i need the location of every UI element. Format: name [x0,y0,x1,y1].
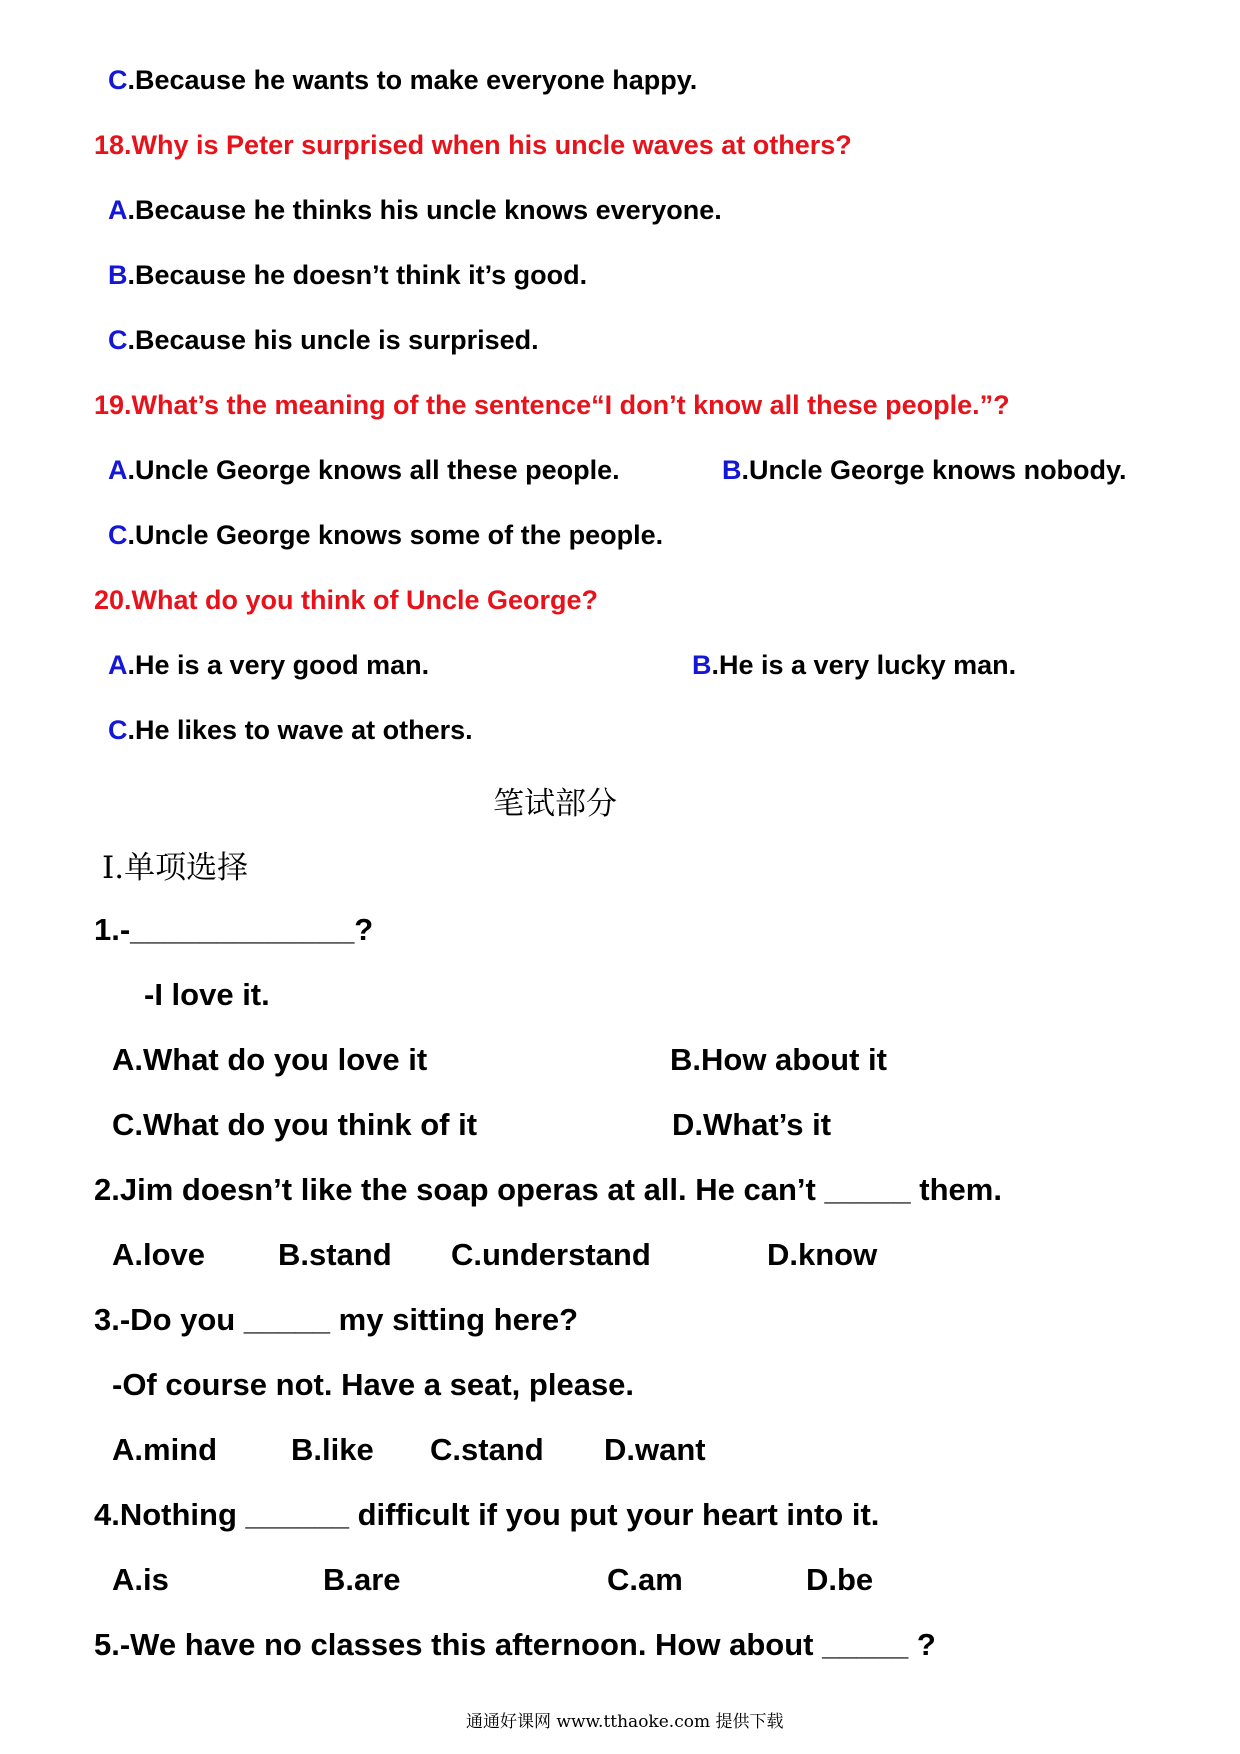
q20-question: 20.What do you think of Uncle George? [94,585,599,615]
q3-stem: 3.-Do you _____ my sitting here? [94,1302,579,1337]
q19-question: 19.What’s the meaning of the sentence“I don’t know all these people.”? [94,390,1010,420]
q20-option-b [692,650,1016,681]
q19-option-b [722,455,1127,486]
q19-option-a [108,455,620,486]
option-letter: C [108,715,128,745]
option-letter: A [108,650,128,680]
option-letter: A [108,195,128,225]
q1-stem: 1.-_____________? [94,912,374,947]
option-text: .Because he wants to make everyone happy. [127,65,698,95]
option-text: .Because his uncle is surprised. [127,325,539,355]
q1-option-d: D.What’s it [672,1107,832,1142]
q3-option-b: B.like [291,1432,374,1467]
option-text: .Because he thinks his uncle knows everyone. [127,195,722,225]
option-letter: C [108,520,128,550]
option-letter: B [722,455,742,485]
q1-option-b: B.How about it [670,1042,887,1077]
q3-option-d: D.want [604,1432,706,1467]
q17-option-c [108,65,697,96]
option-letter: C [108,325,128,355]
q20-option-a [108,650,429,681]
option-letter: C [108,65,128,95]
q18-question: 18.Why is Peter surprised when his uncle waves at others? [94,130,852,160]
option-text: .He likes to wave at others. [127,715,473,745]
q1-option-a: A.What do you love it [112,1042,428,1077]
q4-option-b: B.are [323,1562,401,1597]
q4-option-c: C.am [607,1562,683,1597]
q2-option-a: A.love [112,1237,206,1272]
q2-option-b: B.stand [278,1237,392,1272]
q20-option-c [108,715,473,746]
q19-option-c [108,520,663,551]
q1-answer-line: -I love it. [144,977,270,1012]
part-heading: Ⅰ.单项选择 [102,850,249,886]
option-text: .He is a very lucky man. [711,650,1017,680]
option-text: .He is a very good man. [127,650,430,680]
q1-option-c: C.What do you think of it [112,1107,478,1142]
option-text: .Uncle George knows nobody. [741,455,1127,485]
q5-stem: 5.-We have no classes this afternoon. How about _____ ? [94,1627,936,1662]
option-letter: A [108,455,128,485]
q4-stem: 4.Nothing ______ difficult if you put your heart into it. [94,1497,880,1532]
option-text: .Uncle George knows some of the people. [127,520,664,550]
option-text: .Because he doesn’t think it’s good. [127,260,588,290]
q2-option-c: C.understand [451,1237,651,1272]
q3-option-a: A.mind [112,1432,218,1467]
section-title: 笔试部分 [493,786,617,822]
q3-option-c: C.stand [430,1432,544,1467]
page-footer: 通通好课网 www.tthaoke.com 提供下载 [466,1712,784,1732]
option-letter: B [108,260,128,290]
q18-option-b [108,260,587,291]
q4-option-d: D.be [806,1562,874,1597]
q18-option-c [108,325,539,356]
q4-option-a: A.is [112,1562,169,1597]
q2-stem: 2.Jim doesn’t like the soap operas at all. He can’t _____ them. [94,1172,1002,1207]
q3-answer-line: -Of course not. Have a seat, please. [112,1367,635,1402]
q18-option-a [108,195,722,226]
q2-option-d: D.know [767,1237,878,1272]
option-text: .Uncle George knows all these people. [127,455,620,485]
option-letter: B [692,650,712,680]
